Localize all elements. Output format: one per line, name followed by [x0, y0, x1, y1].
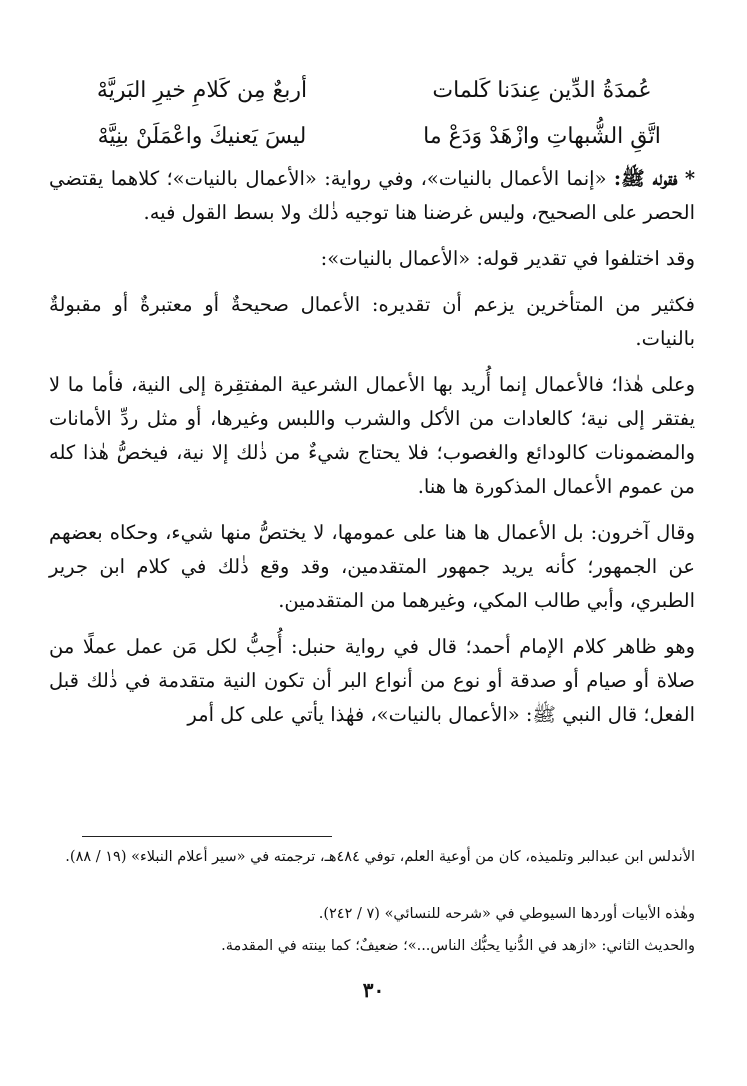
- paragraph-1-lead: فقوله ﷺ:: [613, 167, 678, 190]
- paragraph-1-text: «إنما الأعمال بالنيات»، وفي رواية: «الأعمال بالنيات»؛ كلاهما يقتضي الحصر على الصحيح، وليس غرضنا هنا توجيه ذٰلك ولا بسط القول فيه.: [49, 167, 695, 224]
- footnote-separator: [82, 836, 332, 837]
- poem-line-2-second-hemistich: ليسَ يَعنيكَ واعْمَلَنْ بنِيَّهْ: [97, 124, 307, 149]
- poem-line-1-second-hemistich: أربعٌ مِن كَلامِ خيرِ البَريَّهْ: [96, 78, 308, 103]
- paragraph-5: وقال آخرون: بل الأعمال ها هنا على عمومها، لا يختصُّ منها شيء، وحكاه بعضهم عن الجمهور؛ كأنه يريد جمهور المتقدمين، وقد وقع ذٰلك في كلام ابن جرير الطبري، وأبي طالب المكي، وغيرهما من المتقدمين.: [49, 521, 695, 612]
- footnote-1: وهٰذه الأبيات أوردها السيوطي في «شرحه للنسائي» (٧ / ٢٤٢).: [318, 906, 695, 922]
- poem-line-2: [52, 114, 692, 160]
- paragraph-6: وهو ظاهر كلام الإمام أحمد؛ قال في رواية حنبل: أُحِبُّ لكل مَن عمل عملًا من صلاة أو صيام أو صدقة أو نوع من أنواع البر أن تكون النية متقدمة في ذٰلك قبل الفعل؛ قال النبي ﷺ: «الأعمال بالنيات»، فهٰذا يأتي على كل أمر: [49, 635, 695, 726]
- footnote-continuation: الأندلس ابن عبدالبر وتلميذه، كان من أوعية العلم، توفي ٤٨٤هـ، ترجمته في «سير أعلام النبلاء» (١٩ / ٨٨).: [65, 849, 695, 865]
- paragraph-3: فكثير من المتأخرين يزعم أن تقديره: الأعمال صحيحةٌ أو معتبرةٌ أو مقبولةٌ بالنيات.: [49, 293, 695, 350]
- paragraph-2: وقد اختلفوا في تقدير قوله: «الأعمال بالنيات»:: [320, 247, 695, 270]
- footnotes: [49, 900, 695, 964]
- poem-block: [52, 68, 692, 160]
- paragraph-4: وعلى هٰذا؛ فالأعمال إنما أُريد بها الأعمال الشرعية المفتقِرة إلى النية، فأما ما لا يفتقر إلى نية؛ كالعادات من الأكل والشرب واللبس وغيرها، أو مثل ردِّ الأمانات والمضمونات كالودائع والغصوب؛ فلا يحتاج شيءٌ من ذٰلك إلا نية، فيخصُّ هٰذا كله من عموم الأعمال المذكورة ها هنا.: [49, 373, 695, 498]
- paragraph-1: [49, 162, 695, 230]
- poem-line-2-first-hemistich: اتَّقِ الشُّبهاتِ وازْهَدْ وَدَعْ ما: [423, 124, 661, 149]
- page-number: ٣٠: [362, 978, 385, 1002]
- main-text: [49, 162, 695, 732]
- poem-line-1: [52, 68, 692, 114]
- footnote-2: والحديث الثاني: «ازهد في الدُّنيا يحبُّك الناس...»؛ ضعيفٌ؛ كما بينته في المقدمة.: [221, 938, 695, 954]
- section-star-marker: *: [684, 167, 696, 190]
- poem-line-1-first-hemistich: عُمدَةُ الدِّين عِندَنا كَلمات: [432, 78, 652, 103]
